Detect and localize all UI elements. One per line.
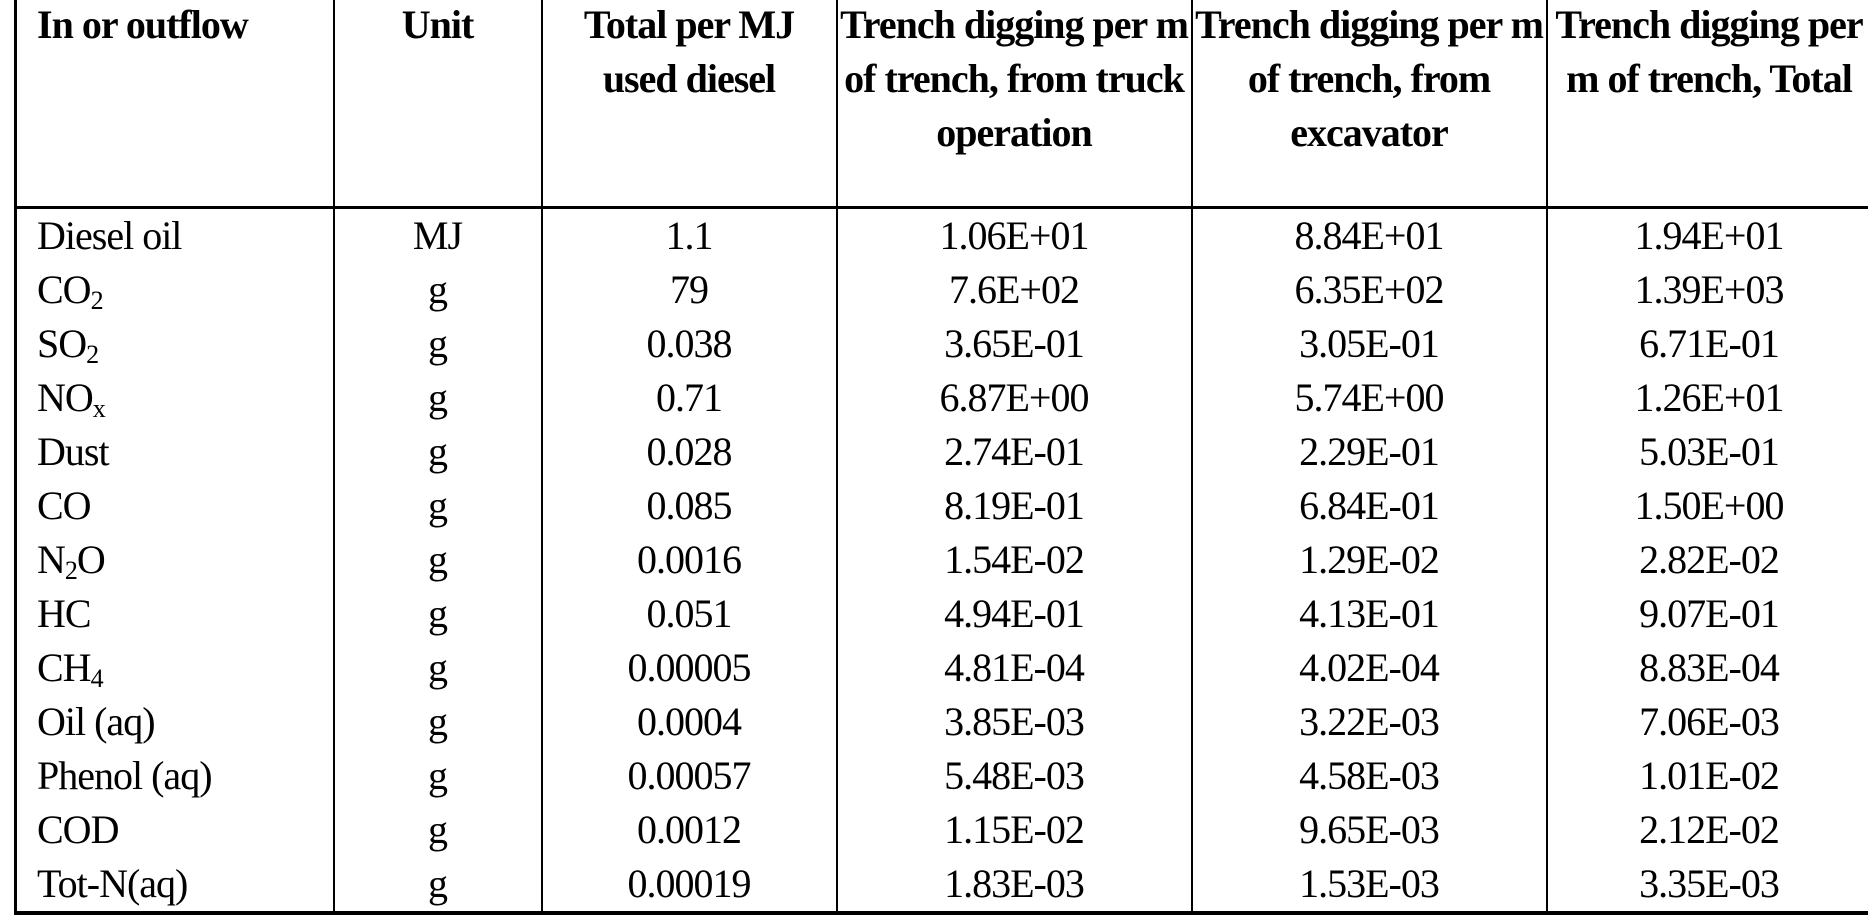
- header-per-mj-label: Total per MJ used diesel: [583, 2, 795, 101]
- header-per-mj: [542, 0, 837, 208]
- excavator-cell: 1.53E-03: [1192, 857, 1547, 913]
- header-total-label: Trench digging per m of trench, Total: [1555, 2, 1863, 101]
- table-row: [16, 263, 1868, 317]
- flow-name-cell: [16, 208, 334, 264]
- excavator-cell: 3.05E-01: [1192, 317, 1547, 371]
- truck-cell: 3.65E-01: [837, 317, 1192, 371]
- per-mj-cell: 79: [542, 263, 837, 317]
- flow-name: N: [37, 537, 65, 582]
- truck-cell: 1.06E+01: [837, 208, 1192, 264]
- unit-cell: g: [334, 641, 542, 695]
- unit-cell: g: [334, 371, 542, 425]
- header-row: [16, 0, 1868, 208]
- unit-cell: g: [334, 263, 542, 317]
- total-cell: 8.83E-04: [1547, 641, 1868, 695]
- table-row: [16, 587, 1868, 641]
- truck-cell: 6.87E+00: [837, 371, 1192, 425]
- flow-name-cell: [16, 749, 334, 803]
- truck-cell: 8.19E-01: [837, 479, 1192, 533]
- total-cell: 1.01E-02: [1547, 749, 1868, 803]
- table-row: [16, 857, 1868, 913]
- table-row: [16, 749, 1868, 803]
- flow-name-subscript: 2: [90, 286, 103, 315]
- flow-name-cell: [16, 425, 334, 479]
- flow-name-cell: [16, 857, 334, 913]
- table-row: [16, 803, 1868, 857]
- unit-cell: g: [334, 803, 542, 857]
- flow-name-subscript: x: [92, 394, 105, 423]
- emissions-table: [14, 0, 1868, 915]
- total-cell: 3.35E-03: [1547, 857, 1868, 913]
- excavator-cell: 2.29E-01: [1192, 425, 1547, 479]
- flow-name: Oil (aq): [37, 699, 155, 744]
- excavator-cell: 5.74E+00: [1192, 371, 1547, 425]
- flow-name: HC: [37, 591, 91, 636]
- unit-cell: g: [334, 587, 542, 641]
- header-flow-label: In or outflow: [37, 2, 248, 47]
- flow-name-cell: [16, 587, 334, 641]
- header-unit-label: Unit: [401, 2, 474, 47]
- per-mj-cell: 0.0012: [542, 803, 837, 857]
- header-unit: [334, 0, 542, 208]
- flow-name: Diesel oil: [37, 213, 182, 258]
- unit-cell: g: [334, 695, 542, 749]
- header-total: [1547, 0, 1868, 208]
- unit-cell: g: [334, 749, 542, 803]
- total-cell: 1.94E+01: [1547, 208, 1868, 264]
- excavator-cell: 3.22E-03: [1192, 695, 1547, 749]
- flow-name-subscript: 2: [64, 556, 77, 585]
- flow-name-cell: [16, 263, 334, 317]
- per-mj-cell: 0.028: [542, 425, 837, 479]
- table-row: [16, 695, 1868, 749]
- flow-name-cell: [16, 371, 334, 425]
- flow-name-cell: [16, 641, 334, 695]
- table-row: [16, 371, 1868, 425]
- header-excavator: [1192, 0, 1547, 208]
- table-row: [16, 425, 1868, 479]
- truck-cell: 7.6E+02: [837, 263, 1192, 317]
- flow-name-cell: [16, 695, 334, 749]
- flow-name-suffix: O: [76, 537, 105, 582]
- header-excavator-label: Trench digging per m of trench, from excavator: [1195, 2, 1543, 155]
- truck-cell: 2.74E-01: [837, 425, 1192, 479]
- table-row: [16, 208, 1868, 264]
- total-cell: 5.03E-01: [1547, 425, 1868, 479]
- unit-cell: g: [334, 533, 542, 587]
- per-mj-cell: 0.00057: [542, 749, 837, 803]
- total-cell: 2.82E-02: [1547, 533, 1868, 587]
- flow-name: SO: [37, 321, 87, 366]
- flow-name: Phenol (aq): [37, 753, 212, 798]
- unit-cell: MJ: [334, 208, 542, 264]
- flow-name: CO: [37, 267, 91, 312]
- unit-cell: g: [334, 425, 542, 479]
- header-truck-label: Trench digging per m of trench, from truck operation: [840, 2, 1188, 155]
- flow-name-cell: [16, 803, 334, 857]
- total-cell: 1.26E+01: [1547, 371, 1868, 425]
- unit-cell: g: [334, 857, 542, 913]
- truck-cell: 1.83E-03: [837, 857, 1192, 913]
- total-cell: 9.07E-01: [1547, 587, 1868, 641]
- header-truck: [837, 0, 1192, 208]
- per-mj-cell: 0.038: [542, 317, 837, 371]
- truck-cell: 1.15E-02: [837, 803, 1192, 857]
- per-mj-cell: 0.00005: [542, 641, 837, 695]
- excavator-cell: 4.02E-04: [1192, 641, 1547, 695]
- total-cell: 2.12E-02: [1547, 803, 1868, 857]
- excavator-cell: 6.84E-01: [1192, 479, 1547, 533]
- truck-cell: 4.81E-04: [837, 641, 1192, 695]
- total-cell: 1.39E+03: [1547, 263, 1868, 317]
- per-mj-cell: 0.085: [542, 479, 837, 533]
- excavator-cell: 1.29E-02: [1192, 533, 1547, 587]
- excavator-cell: 9.65E-03: [1192, 803, 1547, 857]
- total-cell: 1.50E+00: [1547, 479, 1868, 533]
- per-mj-cell: 0.051: [542, 587, 837, 641]
- truck-cell: 1.54E-02: [837, 533, 1192, 587]
- per-mj-cell: 0.00019: [542, 857, 837, 913]
- truck-cell: 4.94E-01: [837, 587, 1192, 641]
- truck-cell: 3.85E-03: [837, 695, 1192, 749]
- flow-name: CO: [37, 483, 91, 528]
- excavator-cell: 8.84E+01: [1192, 208, 1547, 264]
- flow-name: CH: [37, 645, 91, 690]
- table-body: [16, 208, 1868, 914]
- flow-name-cell: [16, 317, 334, 371]
- table-row: [16, 533, 1868, 587]
- excavator-cell: 4.58E-03: [1192, 749, 1547, 803]
- flow-name-subscript: 2: [86, 340, 99, 369]
- table-row: [16, 317, 1868, 371]
- truck-cell: 5.48E-03: [837, 749, 1192, 803]
- excavator-cell: 6.35E+02: [1192, 263, 1547, 317]
- unit-cell: g: [334, 317, 542, 371]
- flow-name-cell: [16, 479, 334, 533]
- per-mj-cell: 0.0004: [542, 695, 837, 749]
- unit-cell: g: [334, 479, 542, 533]
- table-row: [16, 479, 1868, 533]
- flow-name: NO: [37, 375, 93, 420]
- flow-name: COD: [37, 807, 119, 852]
- header-flow: [16, 0, 334, 208]
- flow-name: Tot-N(aq): [37, 861, 188, 906]
- total-cell: 7.06E-03: [1547, 695, 1868, 749]
- per-mj-cell: 1.1: [542, 208, 837, 264]
- table-row: [16, 641, 1868, 695]
- total-cell: 6.71E-01: [1547, 317, 1868, 371]
- per-mj-cell: 0.71: [542, 371, 837, 425]
- flow-name-subscript: 4: [90, 664, 103, 693]
- flow-name-cell: [16, 533, 334, 587]
- flow-name: Dust: [37, 429, 109, 474]
- per-mj-cell: 0.0016: [542, 533, 837, 587]
- excavator-cell: 4.13E-01: [1192, 587, 1547, 641]
